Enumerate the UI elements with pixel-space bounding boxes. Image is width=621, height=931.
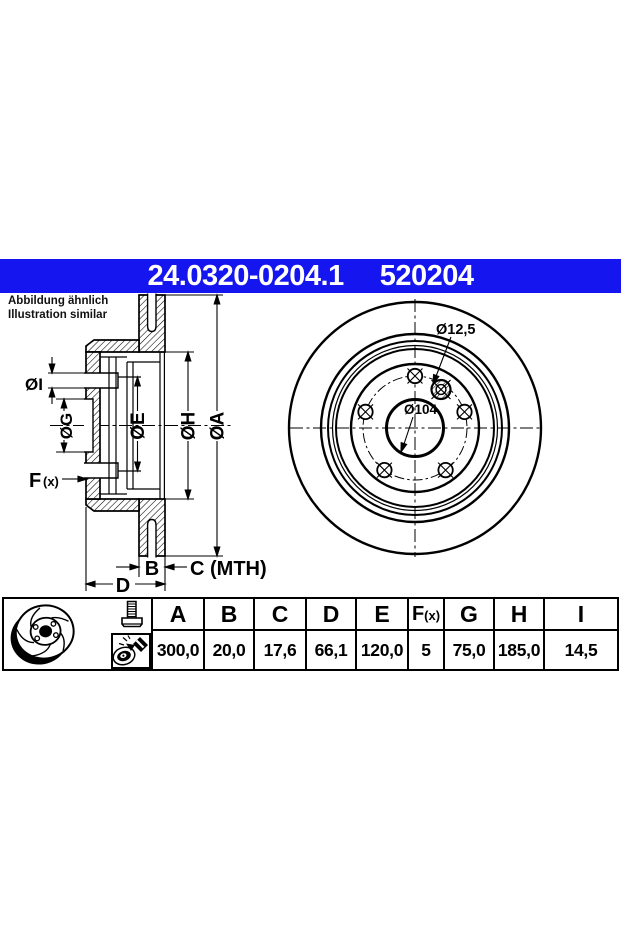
spec-value-e: 120,0 — [360, 639, 404, 660]
spec-col-e — [355, 599, 407, 669]
label-f-sub: (x) — [43, 474, 59, 489]
label-dia-e: ØE — [128, 412, 149, 440]
spec-value-a: 300,0 — [156, 639, 200, 660]
label-d: D — [115, 575, 131, 597]
spec-header-e: E — [357, 599, 407, 631]
part-number-banner — [0, 259, 621, 293]
bolt-icon — [114, 600, 150, 634]
spec-header-d: D — [307, 599, 355, 631]
spec-header-c: C — [255, 599, 305, 631]
label-c-mth: C (MTH) — [190, 558, 267, 580]
spec-icon-cell — [4, 599, 151, 669]
spec-value-h: 185,0 — [497, 639, 541, 660]
label-hub-dia: Ø104 — [404, 402, 438, 417]
technical-drawing — [0, 293, 621, 597]
spec-value-b: 20,0 — [212, 639, 246, 660]
spec-col-b — [203, 599, 253, 669]
spec-col-i — [543, 599, 617, 669]
lubricant-spray-icon — [111, 633, 151, 669]
spec-col-a — [151, 599, 203, 669]
spec-col-d — [305, 599, 355, 669]
label-b: B — [144, 558, 160, 580]
label-f: F — [29, 470, 42, 492]
spec-col-f — [407, 599, 443, 669]
power-disc-icon — [6, 599, 78, 669]
spec-header-a: A — [153, 599, 203, 631]
spec-col-h — [493, 599, 543, 669]
spec-value-c: 17,6 — [263, 639, 297, 660]
note-line-de: Abbildung ähnlich — [8, 295, 109, 307]
cross-section-view — [25, 294, 267, 598]
reference-number: 520204 — [379, 259, 474, 292]
spec-header-b: B — [205, 599, 253, 631]
spec-value-i: 14,5 — [564, 639, 598, 660]
spec-header-g: G — [445, 599, 493, 631]
spec-col-g — [443, 599, 493, 669]
label-bolt-hole-dia: Ø12,5 — [436, 322, 476, 338]
spec-col-c — [253, 599, 305, 669]
spec-value-g: 75,0 — [452, 639, 486, 660]
spec-header-i: I — [545, 599, 617, 631]
spec-table — [2, 597, 619, 671]
spec-value-d: 66,1 — [314, 639, 348, 660]
label-dia-a: ØA — [207, 411, 229, 441]
spec-value-f: 5 — [421, 639, 431, 660]
label-dia-h: ØH — [178, 411, 200, 441]
spec-header-f: F (x) — [409, 599, 443, 631]
label-dia-i: ØI — [25, 375, 43, 394]
label-dia-g: ØG — [57, 412, 76, 440]
note-line-en: Illustration similar — [8, 308, 108, 321]
spec-header-h: H — [495, 599, 543, 631]
front-view — [289, 299, 541, 557]
part-number: 24.0320-0204.1 — [147, 259, 344, 292]
